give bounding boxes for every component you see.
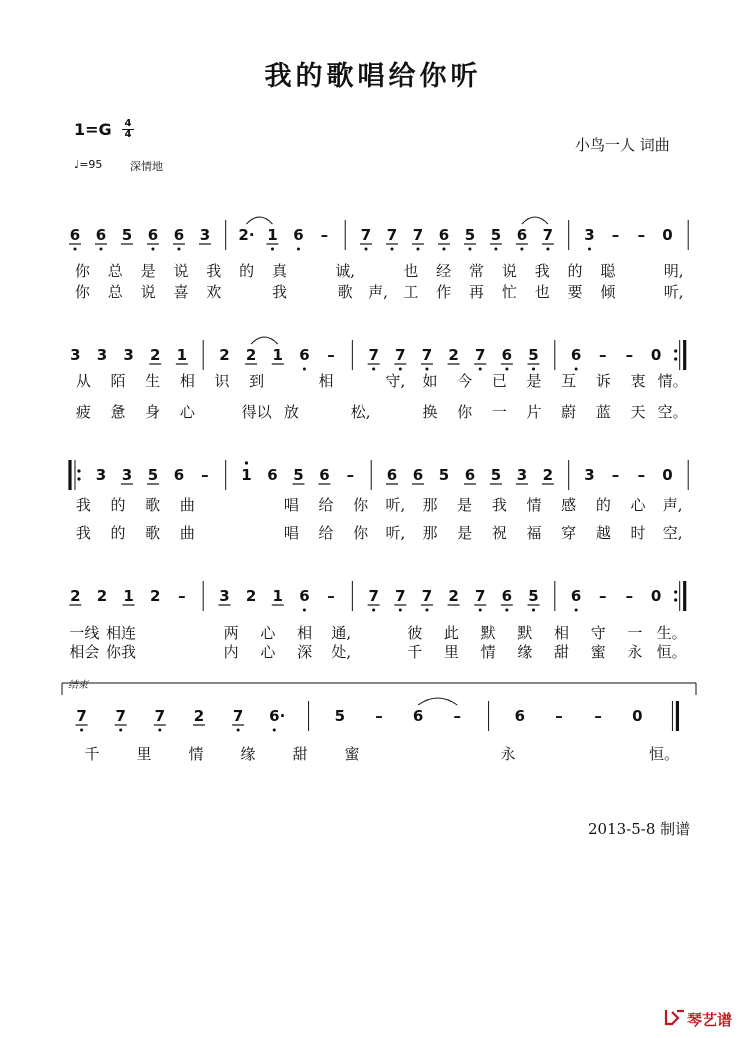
lyric-syllable: 总 xyxy=(107,262,123,280)
time-signature-top: 4 xyxy=(124,118,132,129)
lyric-syllable: 是 xyxy=(457,524,473,542)
note: 6 xyxy=(386,466,398,484)
ending-label: 结束 xyxy=(68,680,88,691)
lyric-syllable: 生。 xyxy=(656,624,687,642)
note: 0 xyxy=(650,346,662,364)
lyric-syllable: 换 xyxy=(422,403,438,421)
note: 6· xyxy=(269,707,286,725)
lyric-syllable: 今 xyxy=(457,372,473,390)
note: 3 xyxy=(219,587,230,605)
note: 7 xyxy=(412,226,424,244)
note: 3 xyxy=(199,226,211,244)
octave-dot-low xyxy=(390,248,393,251)
note: – xyxy=(637,466,646,484)
time-signature-bottom: 4 xyxy=(124,129,132,140)
lyric-syllable: 天 xyxy=(630,403,646,421)
lyric-syllable: 声, xyxy=(368,283,388,301)
lyric-syllable: 真 xyxy=(271,262,287,280)
lyric-syllable: 作 xyxy=(436,283,452,301)
repeat-dot xyxy=(674,590,677,593)
note: 0 xyxy=(632,707,643,725)
note: 7 xyxy=(421,346,433,364)
repeat-dot xyxy=(77,477,80,480)
lyric-syllable: 你 xyxy=(74,283,90,301)
note: 3 xyxy=(584,466,595,484)
note: – xyxy=(453,707,462,725)
note: 3 xyxy=(70,346,81,364)
lyric-syllable: 通, xyxy=(331,624,352,642)
lyric-syllable: 永 xyxy=(627,643,643,661)
lyric-syllable: 声, xyxy=(662,496,683,514)
octave-dot-low xyxy=(177,248,180,251)
note: 1 xyxy=(272,587,283,605)
note: 7 xyxy=(395,346,406,364)
lyric-syllable: 恒。 xyxy=(656,643,687,661)
lyric-syllable: 永 xyxy=(500,745,516,763)
lyric-syllable: 心 xyxy=(260,643,276,661)
lyric-syllable: 互 xyxy=(561,372,577,390)
lyric-syllable: 从 xyxy=(75,372,91,390)
lyric-syllable: 空。 xyxy=(657,403,688,421)
note: 2 xyxy=(245,346,257,364)
lyric-syllable: 识 xyxy=(214,372,230,390)
lyric-syllable: 相 xyxy=(318,372,334,390)
lyric-syllable: 深 xyxy=(297,643,313,661)
note: 2 xyxy=(150,346,161,364)
note: 0 xyxy=(662,466,673,484)
lyric-syllable: 心 xyxy=(260,624,276,642)
lyric-syllable: 你 xyxy=(74,262,90,280)
octave-dot-low xyxy=(505,368,508,371)
lyric-syllable: 里 xyxy=(136,745,152,763)
octave-dot-low xyxy=(479,368,482,371)
note: 5 xyxy=(528,346,539,364)
note: 2 xyxy=(219,346,230,364)
note: – xyxy=(375,707,383,725)
note: 6 xyxy=(293,226,304,244)
lyric-syllable: 蓝 xyxy=(595,403,611,421)
lyric-syllable: 两 xyxy=(223,624,239,642)
octave-dot-low xyxy=(273,729,276,732)
octave-dot-low xyxy=(494,248,497,251)
lyric-syllable: 说 xyxy=(501,262,517,280)
note: 2 xyxy=(542,466,554,484)
note: 2 xyxy=(70,587,81,605)
lyric-syllable: 是 xyxy=(140,262,156,280)
note: 6 xyxy=(501,346,513,364)
note: 7 xyxy=(421,587,433,605)
lyric-syllable: 默 xyxy=(517,624,533,642)
lyric-syllable: 曲 xyxy=(179,496,195,514)
note: 0 xyxy=(662,226,673,244)
lyric-syllable: 经 xyxy=(436,262,452,280)
note: – xyxy=(599,587,607,605)
lyric-syllable: 是 xyxy=(457,496,473,514)
lyric-syllable: 也 xyxy=(403,262,419,280)
lyric-syllable: 心 xyxy=(179,403,195,421)
lyric-syllable: 福 xyxy=(526,524,542,542)
lyric-syllable: 我 xyxy=(75,524,91,542)
note: – xyxy=(346,466,355,484)
lyric-syllable: 的 xyxy=(110,524,126,542)
note: 6 xyxy=(570,346,582,364)
note: 5 xyxy=(490,226,502,244)
note: 6 xyxy=(147,226,159,244)
octave-dot-low xyxy=(546,248,549,251)
lyric-syllable: 衷 xyxy=(630,372,646,390)
lyric-syllable: 相 xyxy=(554,624,570,642)
key-signature: 1=G xyxy=(74,120,112,139)
lyric-syllable: 千 xyxy=(407,643,423,661)
note: 6 xyxy=(267,466,278,484)
lyric-syllable: 已 xyxy=(491,372,507,390)
lyric-syllable: 要 xyxy=(567,283,583,301)
note: 6 xyxy=(438,226,450,244)
note: 7 xyxy=(360,226,372,244)
note: 5 xyxy=(490,466,502,484)
note: – xyxy=(599,346,607,364)
note: 7 xyxy=(395,587,406,605)
lyric-syllable: 我 xyxy=(206,262,222,280)
octave-dot-low xyxy=(237,729,240,732)
note: 6 xyxy=(173,466,185,484)
note: 6 xyxy=(570,587,582,605)
note: 7 xyxy=(475,346,486,364)
note: 6 xyxy=(319,466,330,484)
note: 6 xyxy=(299,346,310,364)
note: 6 xyxy=(501,587,513,605)
octave-dot-low xyxy=(442,248,445,251)
octave-dot-low xyxy=(425,368,428,371)
lyric-syllable: 忙 xyxy=(501,283,517,301)
note: 2· xyxy=(238,226,255,244)
note: 5 xyxy=(528,587,539,605)
note: 6 xyxy=(516,226,528,244)
note: 5 xyxy=(121,226,133,244)
lyric-syllable: 歌 xyxy=(337,283,353,301)
octave-dot-low xyxy=(80,729,83,732)
lyric-syllable: 总 xyxy=(107,283,123,301)
octave-dot-low xyxy=(119,729,122,732)
lyric-syllable: 也 xyxy=(534,283,550,301)
lyric-syllable: 欢 xyxy=(206,283,222,301)
lyric-syllable: 相连 xyxy=(106,624,137,642)
lyric-syllable: 的 xyxy=(567,262,583,280)
note: 2 xyxy=(245,587,257,605)
note: 6 xyxy=(412,707,424,725)
note: 3 xyxy=(95,466,107,484)
lyric-syllable: 空, xyxy=(662,524,683,542)
slur xyxy=(418,698,457,705)
lyric-syllable: 情 xyxy=(188,745,204,763)
note: – xyxy=(625,587,634,605)
footer-date: 2013-5-8 制谱 xyxy=(588,820,691,838)
lyric-syllable: 祝 xyxy=(491,524,507,542)
octave-dot-low xyxy=(425,609,428,612)
lyric-syllable: 给 xyxy=(318,496,334,514)
note: 3 xyxy=(584,226,595,244)
lyric-syllable: 那 xyxy=(422,524,438,542)
lyric-syllable: 说 xyxy=(140,283,156,301)
repeat-dot xyxy=(77,469,80,472)
lyric-syllable: 缘 xyxy=(240,745,256,763)
note: 3 xyxy=(96,346,108,364)
lyric-syllable: 处, xyxy=(331,643,352,661)
expression-marking: 深情地 xyxy=(130,160,163,173)
octave-dot-low xyxy=(271,248,274,251)
octave-dot-low xyxy=(151,248,154,251)
note: 7 xyxy=(386,226,398,244)
octave-dot-low xyxy=(73,248,76,251)
note: – xyxy=(625,346,634,364)
octave-dot-high xyxy=(245,461,248,464)
lyric-syllable: 陌 xyxy=(110,372,126,390)
repeat-dot xyxy=(674,349,677,352)
lyric-syllable: 里 xyxy=(443,643,459,661)
lyric-syllable: 时 xyxy=(630,524,646,542)
note: 2 xyxy=(96,587,108,605)
octave-dot-low xyxy=(365,248,368,251)
lyric-syllable: 恒。 xyxy=(648,745,680,763)
octave-dot-low xyxy=(468,248,471,251)
note: 6 xyxy=(412,466,424,484)
slur xyxy=(251,337,278,344)
lyric-syllable: 是 xyxy=(526,372,542,390)
note: 1 xyxy=(267,226,278,244)
lyric-syllable: 再 xyxy=(469,283,485,301)
lyric-syllable: 我 xyxy=(75,496,91,514)
lyric-syllable: 给 xyxy=(318,524,334,542)
lyric-syllable: 你 xyxy=(353,524,369,542)
note: 3 xyxy=(121,466,133,484)
lyric-syllable: 听, xyxy=(385,496,406,514)
note: 5 xyxy=(438,466,450,484)
lyric-syllable: 的 xyxy=(110,496,126,514)
lyric-syllable: 听, xyxy=(663,283,684,301)
note: – xyxy=(320,226,329,244)
lyric-syllable: 情 xyxy=(480,643,496,661)
octave-dot-low xyxy=(575,368,578,371)
lyric-syllable: 聪 xyxy=(600,262,616,280)
lyric-syllable: 情 xyxy=(526,496,542,514)
lyric-syllable: 你 xyxy=(353,496,369,514)
lyric-syllable: 相 xyxy=(179,372,195,390)
lyric-syllable: 我 xyxy=(491,496,507,514)
note: 7 xyxy=(76,707,87,725)
octave-dot-low xyxy=(575,609,578,612)
lyric-syllable: 我 xyxy=(534,262,550,280)
lyric-syllable: 感 xyxy=(561,496,577,514)
note: 0 xyxy=(650,587,662,605)
lyric-syllable: 越 xyxy=(595,524,611,542)
note: – xyxy=(611,466,620,484)
note: 3 xyxy=(516,466,528,484)
logo-text: 琴艺谱 xyxy=(687,1011,733,1029)
lyric-syllable: 唱 xyxy=(283,496,299,514)
lyric-syllable: 片 xyxy=(526,403,542,421)
note: 5 xyxy=(147,466,159,484)
note: 6 xyxy=(173,226,185,244)
lyric-syllable: 相 xyxy=(297,624,313,642)
lyric-syllable: 默 xyxy=(480,624,496,642)
lyric-syllable: 内 xyxy=(223,643,239,661)
lyric-syllable: 如 xyxy=(422,372,438,390)
lyric-syllable: 明, xyxy=(663,262,684,280)
lyric-syllable: 唱 xyxy=(283,524,299,542)
note: 5 xyxy=(293,466,304,484)
lyric-syllable: 松, xyxy=(350,403,371,421)
octave-dot-low xyxy=(532,609,535,612)
lyric-syllable: 彼 xyxy=(407,624,423,642)
octave-dot-low xyxy=(303,368,306,371)
note: – xyxy=(594,707,602,725)
octave-dot-low xyxy=(520,248,523,251)
note: 2 xyxy=(448,587,459,605)
repeat-dot xyxy=(674,357,677,360)
lyric-syllable: 身 xyxy=(145,403,161,421)
note: 7 xyxy=(368,587,379,605)
note: 2 xyxy=(150,587,161,605)
lyric-syllable: 我 xyxy=(271,283,287,301)
note: – xyxy=(327,587,335,605)
note: 5 xyxy=(334,707,346,725)
note: 5 xyxy=(464,226,476,244)
note: 1 xyxy=(272,346,283,364)
logo-icon xyxy=(664,1008,686,1026)
lyric-syllable: 歌 xyxy=(145,524,161,542)
octave-dot-low xyxy=(532,368,535,371)
lyric-syllable: 甜 xyxy=(554,643,570,661)
octave-dot-low xyxy=(297,248,300,251)
lyric-syllable: 曲 xyxy=(179,524,195,542)
note: 7 xyxy=(368,346,379,364)
octave-dot-low xyxy=(372,368,375,371)
lyric-syllable: 歌 xyxy=(145,496,161,514)
note: – xyxy=(637,226,646,244)
note: 6 xyxy=(299,587,310,605)
lyric-syllable: 你 xyxy=(457,403,473,421)
lyric-syllable: 得以 xyxy=(241,403,272,421)
lyric-syllable: 那 xyxy=(422,496,438,514)
lyric-syllable: 的 xyxy=(239,262,255,280)
lyric-syllable: 倾 xyxy=(600,283,616,301)
octave-dot-low xyxy=(303,609,306,612)
lyric-syllable: 说 xyxy=(173,262,189,280)
note: 7 xyxy=(115,707,126,725)
lyric-syllable: 千 xyxy=(84,745,100,763)
note: 6 xyxy=(95,226,107,244)
tempo-marking: ♩=95 xyxy=(74,158,103,171)
lyric-syllable: 工 xyxy=(403,283,419,301)
note: 6 xyxy=(514,707,526,725)
lyric-syllable: 守, xyxy=(385,372,406,390)
lyric-syllable: 诚, xyxy=(335,262,356,280)
lyric-syllable: 惫 xyxy=(110,403,126,421)
octave-dot-low xyxy=(99,248,102,251)
lyric-syllable: 常 xyxy=(469,262,485,280)
lyric-syllable: 相会 xyxy=(69,643,100,661)
lyric-syllable: 蔚 xyxy=(561,403,577,421)
note: 7 xyxy=(475,587,486,605)
lyric-syllable: 蜜 xyxy=(344,745,360,763)
note: 1 xyxy=(176,346,188,364)
lyric-syllable: 守 xyxy=(590,624,606,642)
repeat-dot xyxy=(674,598,677,601)
note: 7 xyxy=(154,707,166,725)
song-title: 我的歌唱给你听 xyxy=(264,61,482,92)
note: 1 xyxy=(123,587,134,605)
note: 1 xyxy=(241,466,252,484)
note: 6 xyxy=(464,466,476,484)
note: – xyxy=(555,707,563,725)
lyric-syllable: 此 xyxy=(443,624,459,642)
lyric-syllable: 疲 xyxy=(75,403,91,421)
lyric-syllable: 甜 xyxy=(292,745,308,763)
lyric-syllable: 你我 xyxy=(106,643,137,661)
lyric-syllable: 心 xyxy=(630,496,646,514)
lyric-syllable: 缘 xyxy=(517,643,533,661)
slur xyxy=(246,217,272,224)
octave-dot-low xyxy=(158,729,161,732)
lyric-syllable: 蜜 xyxy=(590,643,606,661)
note: 6 xyxy=(69,226,81,244)
lyric-syllable: 诉 xyxy=(595,372,611,390)
octave-dot-low xyxy=(399,368,402,371)
note: 7 xyxy=(542,226,554,244)
octave-dot-low xyxy=(588,248,591,251)
lyric-syllable: 的 xyxy=(595,496,611,514)
note: – xyxy=(611,226,620,244)
note: – xyxy=(201,466,209,484)
lyric-syllable: 到 xyxy=(249,372,265,390)
note: 2 xyxy=(448,346,459,364)
lyric-syllable: 生 xyxy=(145,372,161,390)
note: 3 xyxy=(123,346,134,364)
note: – xyxy=(327,346,335,364)
lyric-syllable: 一 xyxy=(491,403,507,421)
octave-dot-low xyxy=(505,609,508,612)
lyric-syllable: 穿 xyxy=(561,524,577,542)
octave-dot-low xyxy=(372,609,375,612)
composer-credit: 小鸟一人 词曲 xyxy=(575,136,670,154)
slur xyxy=(522,217,548,224)
lyric-syllable: 听, xyxy=(385,524,406,542)
lyric-syllable: 放 xyxy=(283,403,299,421)
note: 7 xyxy=(232,707,244,725)
note: – xyxy=(178,587,186,605)
lyric-syllable: 一线 xyxy=(69,624,100,642)
lyric-syllable: 一 xyxy=(627,624,643,642)
lyric-syllable: 情。 xyxy=(657,372,688,390)
octave-dot-low xyxy=(479,609,482,612)
octave-dot-low xyxy=(416,248,419,251)
note: 2 xyxy=(193,707,205,725)
lyric-syllable: 喜 xyxy=(173,283,189,301)
octave-dot-low xyxy=(399,609,402,612)
